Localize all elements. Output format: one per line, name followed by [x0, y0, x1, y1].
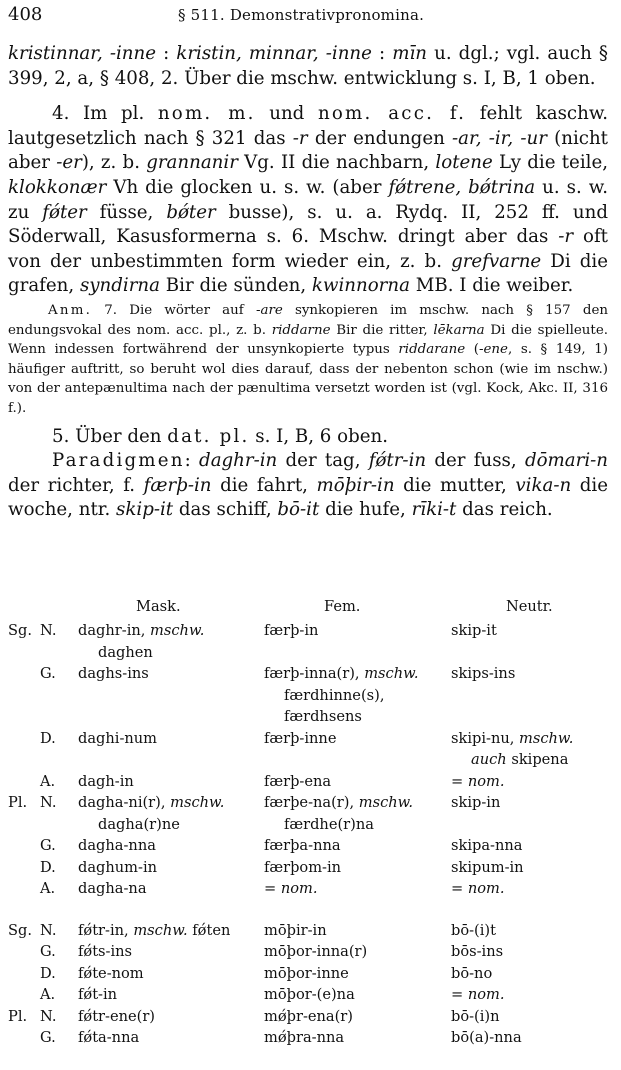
table-row [8, 835, 613, 857]
table-row [8, 728, 613, 750]
italic-term: klokkonær [8, 176, 107, 198]
italic-term: lotene [435, 152, 493, 174]
fem-form: mōþor-(e)na [264, 986, 355, 1003]
case-label: D. [40, 964, 56, 982]
fem-form: mōþor-inna(r) [264, 943, 368, 960]
italic-term: kristinnar, -inne [8, 43, 156, 64]
page-number: 408 [8, 4, 43, 25]
neutr-form: skipum-in [451, 858, 524, 876]
text-run: der tag, [277, 450, 369, 472]
fem-form: færdhinne(s), [284, 686, 385, 704]
neutr-form: bō(a)-nna [451, 1029, 522, 1046]
text-run: Vg. II die nachbarn, [237, 152, 436, 174]
text-run: oft von der unbestimmten form wieder ein, z. b. [8, 226, 608, 272]
italic-term: fǿter [42, 201, 87, 223]
neutr-form: bō-(i)n [451, 1007, 500, 1025]
italic-term: bǿter [166, 201, 216, 223]
masc-form: fǿtr-in, mschw. fǿten [78, 921, 231, 939]
paradigm-table [8, 596, 613, 1049]
text-run: füsse, [86, 201, 167, 223]
text-run: nom. acc. f. [317, 103, 467, 125]
case-label: G. [40, 665, 56, 682]
case-label: N. [40, 1007, 57, 1025]
masc-form: fǿte-nom [78, 964, 144, 982]
italic-term: grannanir [146, 152, 238, 174]
table-row [8, 878, 613, 900]
italic-term: mōþir-in [316, 474, 395, 496]
text-run: busse), s. u. a. Rydq. II, 252 ff. und Söderwall, Kasusformerna s. 6. Mschw. dringt aber das [8, 201, 608, 248]
fem-form: færdhsens [284, 708, 362, 725]
fem-form: mǿþra-nna [264, 1029, 345, 1046]
italic-term: kwinnorna [311, 275, 410, 297]
fem-form: mōþor-inne [264, 964, 349, 982]
body-text [8, 42, 608, 523]
masc-form: fǿta-nna [78, 1029, 140, 1046]
italic-term: færþ-in [143, 474, 212, 496]
italic-term: -er [56, 152, 82, 174]
text-run: und [255, 103, 318, 125]
header-neutr: Neutr. [506, 598, 553, 615]
text-run: 7. Die wörter auf [92, 302, 256, 318]
text-run: die fahrt, [211, 474, 317, 496]
table-section-2 [8, 920, 613, 1049]
table-row [8, 857, 613, 879]
case-label: A. [40, 880, 56, 897]
table-row [8, 984, 613, 1006]
italic-term: vika-n [515, 474, 572, 496]
fem-form: færþ-ena [264, 772, 332, 790]
text-run: fehlt kaschw. lautgesetzlich nach § 321 das [8, 103, 609, 149]
italic-term: riddarane [398, 342, 466, 358]
page-header [8, 4, 613, 28]
text-run: der endungen [307, 127, 453, 149]
masc-form: daghum-in [78, 858, 158, 876]
header-mask: Mask. [136, 598, 181, 615]
text-run: dat. pl. [167, 425, 250, 447]
case-label: G. [40, 943, 56, 960]
italic-term: riddarne [271, 322, 331, 338]
masc-form: fǿt-in [78, 986, 118, 1003]
italic-term: fǿtr-in [368, 450, 427, 472]
masc-form: fǿtr-ene(r) [78, 1007, 155, 1025]
paragraph-continuation [8, 42, 608, 91]
text-run: Bir die ritter, [330, 322, 434, 338]
table-row [8, 642, 613, 664]
neutr-form: auch skipena [471, 751, 569, 768]
italic-term: rīki-t [411, 499, 457, 521]
case-label: D. [40, 729, 56, 747]
neutr-form: skipa-nna [451, 837, 523, 854]
case-label: A. [40, 986, 56, 1003]
text-run: das reich. [456, 499, 553, 521]
italic-term: daghr-in [199, 450, 278, 472]
neutr-form: = nom. [451, 986, 505, 1003]
paragraph-5 [8, 425, 608, 450]
text-run: nom. m. [157, 103, 256, 125]
fem-form: færþe-na(r), mschw. [264, 794, 414, 811]
table-row [8, 663, 613, 685]
case-label: G. [40, 1029, 56, 1046]
table-row [8, 920, 613, 942]
running-title: § 511. Demonstrativpronomina. [178, 6, 425, 24]
masc-form: daghs-ins [78, 665, 149, 682]
italic-term: fǿtrene, bǿtrina [388, 176, 536, 198]
text-run: Paradigmen [52, 450, 185, 472]
italic-term: mīn [392, 43, 428, 64]
table-row [8, 749, 613, 771]
table-header [8, 596, 613, 620]
neutr-form: = nom. [451, 880, 505, 897]
text-run: Bir die sünden, [160, 275, 312, 297]
masc-form: dagha-nna [78, 837, 156, 854]
text-run: Di die spielleute. Wenn indessen fortwährend der unsynkopierte typus [8, 322, 608, 358]
text-run: die woche, ntr. [8, 474, 608, 521]
number-label: Pl. [8, 794, 28, 811]
text-run: : [371, 43, 393, 64]
text-run: : [155, 43, 177, 64]
italic-term: grefvarne [451, 250, 542, 272]
neutr-form: skips-ins [451, 665, 516, 682]
italic-term: -ene [478, 342, 508, 358]
text-run: Di die grafen, [8, 250, 609, 297]
table-row [8, 941, 613, 963]
text-run: Vh die glocken u. s. w. (aber [106, 176, 389, 198]
italic-term: lēkarna [433, 322, 485, 338]
number-label: Sg. [8, 921, 32, 939]
neutr-form: skipi-nu, mschw. [451, 729, 574, 747]
neutr-form: skip-it [451, 622, 497, 639]
masc-form: dagha-na [78, 880, 147, 897]
number-label: Pl. [8, 1007, 28, 1025]
table-row [8, 620, 613, 642]
fem-form: mǿþr-ena(r) [264, 1007, 353, 1025]
paradigms-intro [8, 449, 608, 523]
fem-form: = nom. [264, 880, 318, 897]
italic-term: -r [558, 226, 574, 248]
table-row [8, 963, 613, 985]
case-label: A. [40, 772, 56, 790]
case-label: N. [40, 921, 57, 939]
masc-form: dagh-in [78, 772, 134, 790]
italic-term: dōmari-n [524, 450, 608, 472]
table-row [8, 1027, 613, 1049]
masc-form: daghen [98, 643, 153, 661]
text-run: das schiff, [173, 499, 278, 521]
text-run: s. I, B, 6 oben. [249, 425, 389, 447]
italic-term: skip-it [116, 499, 174, 521]
text-run: , s. § 149, 1) häufiger auftritt, so beruht wol dies darauf, dass der nebenton schon (wie im nschw.) von der antepænultima nach der pænultima versetzt worden ist (vgl. Kock, Akc. II, 316 f.). [8, 342, 608, 416]
neutr-form: bōs-ins [451, 943, 504, 960]
table-row [8, 792, 613, 814]
text-run: die hufe, [319, 499, 412, 521]
italic-term: bō-it [277, 499, 320, 521]
case-label: D. [40, 858, 56, 876]
text-run: u. dgl.; vgl. auch § 399, 2, a, § 408, 2. Über die mschw. entwicklung s. I, B, 1 oben. [8, 43, 609, 89]
table-section-1 [8, 620, 613, 900]
text-run: der fuss, [426, 450, 525, 472]
masc-form: daghi-num [78, 729, 158, 747]
paragraph-4 [8, 102, 608, 299]
text-run: ), z. b. [81, 152, 147, 174]
italic-term: kristin, minnar, -inne [176, 43, 372, 64]
masc-form: fǿts-ins [78, 943, 133, 960]
italic-term: -r [292, 127, 308, 149]
fem-form: færdhe(r)na [284, 815, 374, 833]
fem-form: færþ-inna(r), mschw. [264, 665, 419, 682]
table-row [8, 1006, 613, 1028]
italic-term: -ar, -ir, -ur [452, 127, 547, 149]
text-run: (nicht aber [8, 127, 608, 174]
masc-form: dagha(r)ne [98, 815, 180, 833]
text-run: u. s. w. zu [8, 176, 608, 223]
case-label: N. [40, 622, 57, 639]
fem-form: færþ-in [264, 622, 319, 639]
case-label: N. [40, 794, 57, 811]
table-row [8, 814, 613, 836]
fem-form: færþa-nna [264, 837, 341, 854]
text-run: der richter, f. [8, 474, 144, 496]
text-run: MB. I die weiber. [409, 275, 574, 297]
text-run: Ly die teile, [492, 152, 608, 174]
header-fem: Fem. [324, 598, 361, 615]
fem-form: færþ-inne [264, 729, 337, 747]
fem-form: mōþir-in [264, 921, 327, 939]
italic-term: syndirna [79, 275, 160, 297]
annotation-7 [8, 301, 608, 419]
neutr-form: = nom. [451, 772, 505, 790]
neutr-form: bō-no [451, 964, 493, 982]
table-row [8, 685, 613, 707]
table-row [8, 771, 613, 793]
neutr-form: skip-in [451, 794, 501, 811]
masc-form: daghr-in, mschw. [78, 622, 205, 639]
fem-form: færþom-in [264, 858, 342, 876]
number-label: Sg. [8, 622, 32, 639]
text-run: : [184, 450, 200, 472]
italic-term: -are [255, 302, 283, 318]
table-row [8, 706, 613, 728]
neutr-form: bō-(i)t [451, 921, 496, 939]
text-run: ( [465, 342, 479, 358]
text-run: 4. Im pl. [52, 103, 158, 125]
masc-form: dagha-ni(r), mschw. [78, 794, 225, 811]
case-label: G. [40, 837, 56, 854]
text-run: Anm. [48, 302, 93, 318]
text-run: 5. Über den [52, 425, 168, 447]
text-run: synkopieren im mschw. nach § 157 den endungsvokal des nom. acc. pl., z. b. [8, 302, 608, 338]
text-run: die mutter, [394, 474, 516, 496]
